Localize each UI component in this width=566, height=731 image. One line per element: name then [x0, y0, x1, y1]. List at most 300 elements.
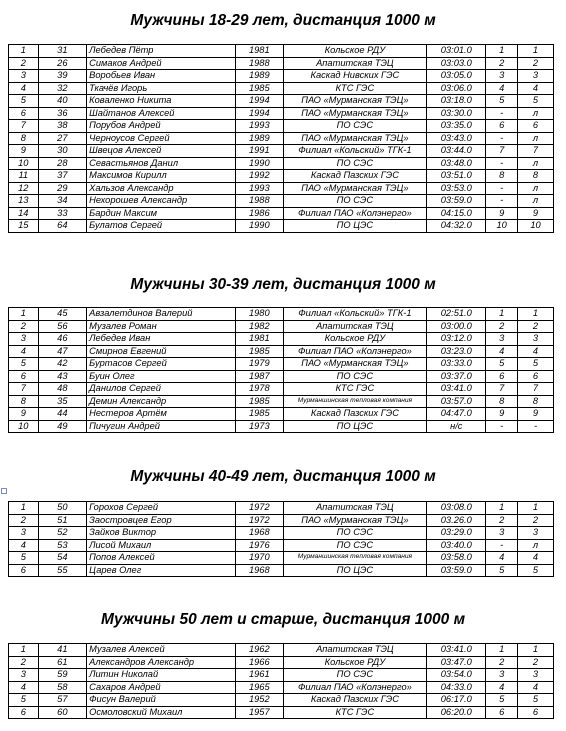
org-cell: ПО ЦЭС: [283, 220, 427, 233]
bib-cell: 38: [38, 120, 87, 133]
time-cell: 03:57.0: [427, 395, 486, 408]
section-4-title: Мужчины 50 лет и старше, дистанция 1000 м: [100, 611, 466, 628]
org-cell: ПО СЭС: [283, 527, 427, 540]
place-cell: 5: [9, 694, 39, 707]
points-cell: 2: [518, 320, 554, 333]
place-cell: 6: [9, 370, 39, 383]
name-cell: Шайтанов Алексей: [87, 107, 236, 120]
name-cell: Воробьев Иван: [87, 70, 236, 83]
time-cell: 04:15.0: [427, 207, 486, 220]
table-row: [9, 95, 554, 108]
points-cell: 4: [518, 681, 554, 694]
bib-cell: 37: [38, 170, 87, 183]
table-row: [9, 408, 554, 421]
bib-cell: 30: [38, 145, 87, 158]
table-row: [9, 70, 554, 83]
org-cell: Апатитская ТЭЦ: [283, 320, 427, 333]
results-table-18-29: [8, 44, 554, 233]
org-cell: ПАО «Мурманская ТЭЦ»: [283, 95, 427, 108]
year-cell: 1982: [236, 320, 284, 333]
group-place-cell: -: [486, 107, 518, 120]
section-3-title: Мужчины 40-49 лет, дистанция 1000 м: [130, 468, 436, 485]
table-row: [9, 195, 554, 208]
points-cell: 3: [518, 70, 554, 83]
bib-cell: 60: [38, 706, 87, 719]
name-cell: Осмоловский Михаил: [87, 706, 236, 719]
place-cell: 15: [9, 220, 39, 233]
year-cell: 1980: [236, 308, 284, 321]
table-row: [9, 656, 554, 669]
place-cell: 12: [9, 182, 39, 195]
table-row: [9, 552, 554, 565]
points-cell: 3: [518, 527, 554, 540]
bib-cell: 35: [38, 395, 87, 408]
points-cell: 9: [518, 408, 554, 421]
bib-cell: 56: [38, 320, 87, 333]
year-cell: 1989: [236, 70, 284, 83]
section-2-title: Мужчины 30-39 лет, дистанция 1000 м: [130, 276, 436, 293]
bib-cell: 50: [38, 502, 87, 515]
name-cell: Черноусов Сергей: [87, 132, 236, 145]
org-cell: Мурманшинская тепловая компания: [283, 395, 427, 408]
time-cell: 03:37.0: [427, 370, 486, 383]
group-place-cell: 4: [486, 345, 518, 358]
year-cell: 1979: [236, 358, 284, 371]
points-cell: 10: [518, 220, 554, 233]
points-cell: 1: [518, 502, 554, 515]
name-cell: Зайков Виктор: [87, 527, 236, 540]
year-cell: 1985: [236, 408, 284, 421]
bib-cell: 27: [38, 132, 87, 145]
points-cell: 1: [518, 45, 554, 58]
group-place-cell: 4: [486, 681, 518, 694]
name-cell: Смирнов Евгений: [87, 345, 236, 358]
points-cell: л: [518, 157, 554, 170]
place-cell: 6: [9, 564, 39, 577]
time-cell: 03:58.0: [427, 552, 486, 565]
time-cell: 06:20.0: [427, 706, 486, 719]
name-cell: Нестеров Артём: [87, 408, 236, 421]
bib-cell: 47: [38, 345, 87, 358]
time-cell: 03:35.0: [427, 120, 486, 133]
group-place-cell: 1: [486, 644, 518, 657]
group-place-cell: 3: [486, 669, 518, 682]
bib-cell: 59: [38, 669, 87, 682]
points-cell: л: [518, 182, 554, 195]
table-row: [9, 383, 554, 396]
org-cell: ПАО «Мурманская ТЭЦ»: [283, 182, 427, 195]
year-cell: 1981: [236, 45, 284, 58]
org-cell: Апатитская ТЭЦ: [283, 57, 427, 70]
name-cell: Швецов Алексей: [87, 145, 236, 158]
points-cell: 4: [518, 552, 554, 565]
year-cell: 1987: [236, 370, 284, 383]
time-cell: 03:59.0: [427, 564, 486, 577]
group-place-cell: 9: [486, 207, 518, 220]
year-cell: 1988: [236, 57, 284, 70]
points-cell: 2: [518, 514, 554, 527]
place-cell: 14: [9, 207, 39, 220]
table-row: [9, 333, 554, 346]
year-cell: 1957: [236, 706, 284, 719]
bib-cell: 58: [38, 681, 87, 694]
group-place-cell: 1: [486, 308, 518, 321]
points-cell: 4: [518, 82, 554, 95]
year-cell: 1990: [236, 157, 284, 170]
bib-cell: 44: [38, 408, 87, 421]
table-row: [9, 145, 554, 158]
table-row: [9, 120, 554, 133]
org-cell: Филиал ПАО «Колэнерго»: [283, 681, 427, 694]
year-cell: 1965: [236, 681, 284, 694]
org-cell: Кольское РДУ: [283, 45, 427, 58]
org-cell: Филиал ПАО «Колэнерго»: [283, 207, 427, 220]
points-cell: л: [518, 539, 554, 552]
year-cell: 1986: [236, 207, 284, 220]
place-cell: 7: [9, 120, 39, 133]
time-cell: 03:40.0: [427, 539, 486, 552]
place-cell: 1: [9, 644, 39, 657]
name-cell: Буртасов Сергей: [87, 358, 236, 371]
year-cell: 1962: [236, 644, 284, 657]
points-cell: -: [518, 420, 554, 433]
place-cell: 7: [9, 383, 39, 396]
name-cell: Булатов Сергей: [87, 220, 236, 233]
points-cell: 9: [518, 207, 554, 220]
place-cell: 10: [9, 157, 39, 170]
group-place-cell: 5: [486, 358, 518, 371]
group-place-cell: 1: [486, 45, 518, 58]
name-cell: Симаков Андрей: [87, 57, 236, 70]
bib-cell: 39: [38, 70, 87, 83]
group-place-cell: 7: [486, 383, 518, 396]
group-place-cell: 3: [486, 70, 518, 83]
group-place-cell: -: [486, 182, 518, 195]
name-cell: Демин Александр: [87, 395, 236, 408]
table-row: [9, 358, 554, 371]
table-row: [9, 170, 554, 183]
table-row: [9, 220, 554, 233]
name-cell: Лисой Михаил: [87, 539, 236, 552]
time-cell: н/с: [427, 420, 486, 433]
time-cell: 03:03.0: [427, 57, 486, 70]
group-place-cell: -: [486, 195, 518, 208]
bib-cell: 57: [38, 694, 87, 707]
group-place-cell: 4: [486, 552, 518, 565]
year-cell: 1970: [236, 552, 284, 565]
year-cell: 1976: [236, 539, 284, 552]
table-row: [9, 420, 554, 433]
place-cell: 6: [9, 107, 39, 120]
org-cell: ПО СЭС: [283, 157, 427, 170]
table-row: [9, 395, 554, 408]
place-cell: 4: [9, 345, 39, 358]
place-cell: 2: [9, 320, 39, 333]
points-cell: 5: [518, 564, 554, 577]
place-cell: 3: [9, 333, 39, 346]
name-cell: Севастьянов Данил: [87, 157, 236, 170]
place-cell: 8: [9, 132, 39, 145]
name-cell: Авзалетдинов Валерий: [87, 308, 236, 321]
points-cell: 5: [518, 358, 554, 371]
bib-cell: 61: [38, 656, 87, 669]
org-cell: ПО СЭС: [283, 195, 427, 208]
bib-cell: 64: [38, 220, 87, 233]
place-cell: 9: [9, 145, 39, 158]
org-cell: КТС ГЭС: [283, 82, 427, 95]
table-row: [9, 669, 554, 682]
group-place-cell: 2: [486, 656, 518, 669]
bib-cell: 29: [38, 182, 87, 195]
place-cell: 1: [9, 502, 39, 515]
group-place-cell: 2: [486, 514, 518, 527]
year-cell: 1991: [236, 145, 284, 158]
bib-cell: 34: [38, 195, 87, 208]
results-table-40-49: [8, 501, 554, 577]
place-cell: 2: [9, 656, 39, 669]
group-place-cell: 7: [486, 145, 518, 158]
time-cell: 03:53.0: [427, 182, 486, 195]
group-place-cell: -: [486, 157, 518, 170]
group-place-cell: 2: [486, 57, 518, 70]
table-row: [9, 132, 554, 145]
time-cell: 03:00.0: [427, 320, 486, 333]
bib-cell: 46: [38, 333, 87, 346]
place-cell: 5: [9, 552, 39, 565]
name-cell: Горохов Сергей: [87, 502, 236, 515]
place-cell: 11: [9, 170, 39, 183]
name-cell: Нехорошев Александр: [87, 195, 236, 208]
results-table-30-39: [8, 307, 554, 433]
name-cell: Заостровцев Егор: [87, 514, 236, 527]
bib-cell: 36: [38, 107, 87, 120]
name-cell: Бардин Максим: [87, 207, 236, 220]
points-cell: 1: [518, 644, 554, 657]
bib-cell: 55: [38, 564, 87, 577]
year-cell: 1973: [236, 420, 284, 433]
table-row: [9, 207, 554, 220]
table-row: [9, 514, 554, 527]
points-cell: 3: [518, 333, 554, 346]
org-cell: Каскад Пазских ГЭС: [283, 408, 427, 421]
year-cell: 1992: [236, 170, 284, 183]
year-cell: 1994: [236, 95, 284, 108]
bib-cell: 53: [38, 539, 87, 552]
group-place-cell: 9: [486, 408, 518, 421]
table-row: [9, 345, 554, 358]
org-cell: ПО СЭС: [283, 120, 427, 133]
points-cell: 8: [518, 395, 554, 408]
name-cell: Пичугин Андрей: [87, 420, 236, 433]
year-cell: 1985: [236, 345, 284, 358]
points-cell: 7: [518, 145, 554, 158]
time-cell: 04:32.0: [427, 220, 486, 233]
time-cell: 03:59.0: [427, 195, 486, 208]
org-cell: Филиал «Кольский» ТГК-1: [283, 145, 427, 158]
points-cell: 3: [518, 669, 554, 682]
points-cell: 6: [518, 706, 554, 719]
place-cell: 3: [9, 527, 39, 540]
time-cell: 03:41.0: [427, 383, 486, 396]
org-cell: КТС ГЭС: [283, 383, 427, 396]
time-cell: 03:48.0: [427, 157, 486, 170]
year-cell: 1993: [236, 120, 284, 133]
table-row: [9, 644, 554, 657]
name-cell: Музалев Роман: [87, 320, 236, 333]
place-cell: 4: [9, 539, 39, 552]
table-row: [9, 681, 554, 694]
org-cell: Филиал «Кольский» ТГК-1: [283, 308, 427, 321]
time-cell: 03:41.0: [427, 644, 486, 657]
year-cell: 1972: [236, 514, 284, 527]
time-cell: 03:29.0: [427, 527, 486, 540]
points-cell: л: [518, 107, 554, 120]
time-cell: 03:12.0: [427, 333, 486, 346]
table-row: [9, 320, 554, 333]
group-place-cell: 6: [486, 706, 518, 719]
year-cell: 1981: [236, 333, 284, 346]
place-cell: 3: [9, 70, 39, 83]
group-place-cell: 5: [486, 95, 518, 108]
bib-cell: 41: [38, 644, 87, 657]
table-row: [9, 502, 554, 515]
org-cell: Каскад Нивских ГЭС: [283, 70, 427, 83]
name-cell: Литин Николай: [87, 669, 236, 682]
group-place-cell: 6: [486, 370, 518, 383]
org-cell: Мурманшинская тепловая компания: [283, 552, 427, 565]
table-row: [9, 308, 554, 321]
table-row: [9, 57, 554, 70]
place-cell: 9: [9, 408, 39, 421]
table-row: [9, 370, 554, 383]
year-cell: 1985: [236, 82, 284, 95]
table-row: [9, 706, 554, 719]
place-cell: 2: [9, 514, 39, 527]
place-cell: 13: [9, 195, 39, 208]
points-cell: 7: [518, 383, 554, 396]
year-cell: 1993: [236, 182, 284, 195]
year-cell: 1952: [236, 694, 284, 707]
group-place-cell: 8: [486, 170, 518, 183]
place-cell: 1: [9, 308, 39, 321]
table-row: [9, 107, 554, 120]
org-cell: Кольское РДУ: [283, 656, 427, 669]
name-cell: Попов Алексей: [87, 552, 236, 565]
points-cell: 6: [518, 370, 554, 383]
org-cell: ПО ЦЭС: [283, 420, 427, 433]
points-cell: л: [518, 132, 554, 145]
name-cell: Данилов Сергей: [87, 383, 236, 396]
name-cell: Царев Олег: [87, 564, 236, 577]
points-cell: 8: [518, 170, 554, 183]
org-cell: Кольское РДУ: [283, 333, 427, 346]
name-cell: Порубов Андрей: [87, 120, 236, 133]
place-cell: 5: [9, 95, 39, 108]
group-place-cell: 5: [486, 564, 518, 577]
name-cell: Ткачёв Игорь: [87, 82, 236, 95]
year-cell: 1968: [236, 527, 284, 540]
bib-cell: 26: [38, 57, 87, 70]
place-cell: 10: [9, 420, 39, 433]
org-cell: ПО ЦЭС: [283, 564, 427, 577]
group-place-cell: 5: [486, 694, 518, 707]
bib-cell: 49: [38, 420, 87, 433]
time-cell: 03:23.0: [427, 345, 486, 358]
year-cell: 1961: [236, 669, 284, 682]
group-place-cell: -: [486, 132, 518, 145]
year-cell: 1990: [236, 220, 284, 233]
org-cell: ПАО «Мурманская ТЭЦ»: [283, 107, 427, 120]
group-place-cell: 2: [486, 320, 518, 333]
bib-cell: 32: [38, 82, 87, 95]
group-place-cell: 3: [486, 333, 518, 346]
place-cell: 4: [9, 82, 39, 95]
place-cell: 3: [9, 669, 39, 682]
group-place-cell: -: [486, 420, 518, 433]
time-cell: 02:51.0: [427, 308, 486, 321]
results-table-50-plus: [8, 643, 554, 719]
year-cell: 1994: [236, 107, 284, 120]
place-cell: 5: [9, 358, 39, 371]
time-cell: 03:44.0: [427, 145, 486, 158]
group-place-cell: 1: [486, 502, 518, 515]
time-cell: 03:08.0: [427, 502, 486, 515]
bib-cell: 54: [38, 552, 87, 565]
time-cell: 03:51.0: [427, 170, 486, 183]
table-row: [9, 564, 554, 577]
table-row: [9, 82, 554, 95]
org-cell: Каскад Пазских ГЭС: [283, 170, 427, 183]
group-place-cell: -: [486, 539, 518, 552]
table-row: [9, 45, 554, 58]
name-cell: Хальзов Александр: [87, 182, 236, 195]
table-row: [9, 539, 554, 552]
group-place-cell: 8: [486, 395, 518, 408]
section-1-title: Мужчины 18-29 лет, дистанция 1000 м: [130, 12, 436, 29]
org-cell: Каскад Пазских ГЭС: [283, 694, 427, 707]
time-cell: 03:01.0: [427, 45, 486, 58]
bib-cell: 45: [38, 308, 87, 321]
bib-cell: 52: [38, 527, 87, 540]
org-cell: ПАО «Мурманская ТЭЦ»: [283, 358, 427, 371]
time-cell: 03.26.0: [427, 514, 486, 527]
org-cell: КТС ГЭС: [283, 706, 427, 719]
time-cell: 03:18.0: [427, 95, 486, 108]
name-cell: Фисун Валерий: [87, 694, 236, 707]
bib-cell: 48: [38, 383, 87, 396]
time-cell: 03:47.0: [427, 656, 486, 669]
year-cell: 1988: [236, 195, 284, 208]
bib-cell: 28: [38, 157, 87, 170]
name-cell: Музалев Алексей: [87, 644, 236, 657]
points-cell: 2: [518, 57, 554, 70]
bib-cell: 33: [38, 207, 87, 220]
time-cell: 04:47.0: [427, 408, 486, 421]
year-cell: 1989: [236, 132, 284, 145]
table-row: [9, 157, 554, 170]
name-cell: Буин Олег: [87, 370, 236, 383]
place-cell: 6: [9, 706, 39, 719]
year-cell: 1978: [236, 383, 284, 396]
points-cell: л: [518, 195, 554, 208]
place-cell: 4: [9, 681, 39, 694]
year-cell: 1972: [236, 502, 284, 515]
time-cell: 03:30.0: [427, 107, 486, 120]
org-cell: Филиал ПАО «Колэнерго»: [283, 345, 427, 358]
org-cell: ПАО «Мурманская ТЭЦ»: [283, 514, 427, 527]
place-cell: 8: [9, 395, 39, 408]
year-cell: 1985: [236, 395, 284, 408]
